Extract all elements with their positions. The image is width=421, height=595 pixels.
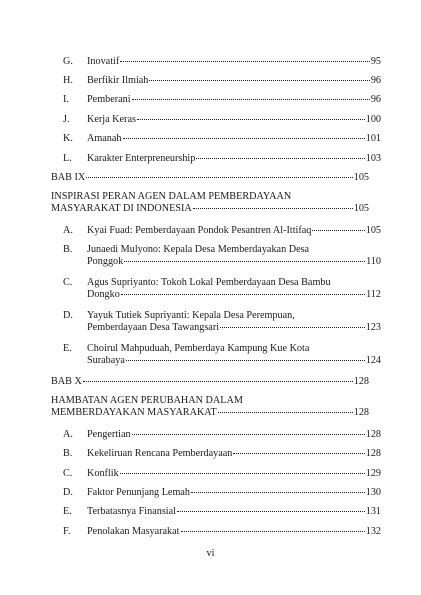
- toc-entry[interactable]: [51, 448, 381, 460]
- entry-letter: F.: [63, 526, 71, 537]
- toc-entry[interactable]: [51, 56, 381, 68]
- chapter-label: BAB IX: [51, 172, 86, 183]
- dot-leader: [124, 261, 365, 262]
- entry-title: Inovatif: [87, 56, 120, 67]
- entry-title: Konflik: [87, 468, 119, 479]
- entry-page-number: 101: [365, 133, 381, 144]
- dot-leader: [120, 473, 365, 474]
- dot-leader: [220, 327, 365, 328]
- toc-entry[interactable]: [51, 487, 381, 499]
- entry-page-number: 128: [353, 407, 369, 419]
- entry-title-line-2: Surabaya: [87, 355, 125, 367]
- dot-leader: [83, 381, 353, 382]
- toc-entry[interactable]: [51, 310, 381, 334]
- entry-page-number: 129: [365, 468, 381, 479]
- entry-letter: B.: [63, 244, 73, 255]
- toc-chapter-entry[interactable]: [51, 172, 369, 184]
- entry-letter: D.: [63, 487, 73, 498]
- entry-letter: E.: [63, 506, 72, 517]
- entry-title-line-2: Dongko: [87, 289, 120, 301]
- entry-letter: J.: [63, 114, 70, 125]
- dot-leader: [218, 412, 353, 413]
- entry-title: Faktor Penunjang Lemah: [87, 487, 190, 498]
- entry-title-line-2: Ponggok: [87, 256, 124, 268]
- toc-entry[interactable]: [51, 468, 381, 480]
- dot-leader: [149, 80, 369, 81]
- entry-title: Amanah: [87, 133, 122, 144]
- entry-title-line-1: Yayuk Tutiek Supriyanti: Kepala Desa Perempuan,: [87, 310, 295, 321]
- entry-title: Terbatasnya Finansial: [87, 506, 176, 517]
- dot-leader: [193, 208, 353, 209]
- toc-entry[interactable]: [51, 94, 381, 106]
- entry-letter: E.: [63, 343, 72, 354]
- toc-entry[interactable]: [51, 75, 381, 87]
- dot-leader: [132, 434, 365, 435]
- entry-page-number: 105: [353, 172, 369, 183]
- dot-leader: [312, 230, 364, 231]
- toc-entry[interactable]: [51, 133, 381, 145]
- entry-letter: C.: [63, 277, 73, 288]
- dot-leader: [233, 453, 364, 454]
- toc-entry[interactable]: [51, 343, 381, 367]
- entry-page-number: 128: [365, 429, 381, 440]
- entry-page-number: 100: [365, 114, 381, 125]
- entry-page-number: 130: [365, 487, 381, 498]
- entry-page-number: 128: [365, 448, 381, 459]
- entry-page-number: 95: [370, 56, 381, 67]
- toc-chapter-title-entry[interactable]: [51, 191, 369, 215]
- entry-page-number: 123: [365, 322, 381, 334]
- entry-page-number: 132: [365, 526, 381, 537]
- entry-letter: D.: [63, 310, 73, 321]
- entry-letter: I.: [63, 94, 69, 105]
- toc-chapter-title-entry[interactable]: [51, 395, 369, 419]
- dot-leader: [132, 99, 370, 100]
- entry-title: Kerja Keras: [87, 114, 136, 125]
- entry-page-number: 112: [366, 289, 381, 301]
- entry-title: Pemberani: [87, 94, 131, 105]
- chapter-title-line-1: HAMBATAN AGEN PERUBAHAN DALAM: [51, 395, 243, 406]
- dot-leader: [181, 531, 365, 532]
- chapter-label: BAB X: [51, 376, 82, 387]
- toc-entry[interactable]: [51, 114, 381, 126]
- dot-leader: [196, 158, 364, 159]
- toc-entry[interactable]: [51, 506, 381, 518]
- entry-page-number: 131: [365, 506, 381, 517]
- entry-letter: B.: [63, 448, 73, 459]
- entry-page-number: 124: [365, 355, 381, 367]
- dot-leader: [121, 294, 365, 295]
- entry-title: Penolakan Masyarakat: [87, 526, 180, 537]
- chapter-title-line-2: MASYARAKAT DI INDONESIA: [51, 203, 192, 215]
- dot-leader: [123, 138, 365, 139]
- toc-entry[interactable]: [51, 153, 381, 165]
- entry-title: Karakter Enterpreneurship: [87, 153, 196, 164]
- toc-entry[interactable]: [51, 429, 381, 441]
- entry-page-number: 105: [353, 203, 369, 215]
- entry-letter: G.: [63, 56, 73, 67]
- toc-entry[interactable]: [51, 225, 381, 237]
- entry-letter: C.: [63, 468, 73, 479]
- entry-title-line-1: Choirul Mahpuduah, Pemberdaya Kampung Kue Kota: [87, 343, 310, 354]
- toc-entry[interactable]: [51, 277, 381, 301]
- entry-page-number: 110: [366, 256, 381, 268]
- entry-letter: K.: [63, 133, 73, 144]
- entry-title: Kekeliruan Rencana Pemberdayaan: [87, 448, 233, 459]
- dot-leader: [86, 177, 352, 178]
- dot-leader: [120, 61, 370, 62]
- entry-page-number: 128: [353, 376, 369, 387]
- entry-title: Kyai Fuad: Pemberdayaan Pondok Pesantren Al-Ittifaq: [87, 225, 312, 236]
- toc-entry[interactable]: [51, 526, 381, 538]
- entry-letter: L.: [63, 153, 72, 164]
- dot-leader: [177, 511, 365, 512]
- page-number-footer: vi: [206, 548, 215, 559]
- chapter-title-line-2: MEMBERDAYAKAN MASYARAKAT: [51, 407, 217, 419]
- entry-page-number: 96: [370, 75, 381, 86]
- dot-leader: [126, 360, 365, 361]
- dot-leader: [191, 492, 365, 493]
- entry-letter: A.: [63, 429, 73, 440]
- entry-letter: A.: [63, 225, 73, 236]
- entry-title-line-1: Junaedi Mulyono: Kepala Desa Memberdayakan Desa: [87, 244, 310, 255]
- toc-chapter-entry[interactable]: [51, 376, 369, 388]
- entry-page-number: 96: [370, 94, 381, 105]
- dot-leader: [137, 119, 365, 120]
- entry-title: Pengertian: [87, 429, 131, 440]
- entry-title: Berfikir Ilmiah: [87, 75, 149, 86]
- entry-letter: H.: [63, 75, 73, 86]
- entry-title-line-2: Pemberdayaan Desa Tawangsari: [87, 322, 220, 334]
- entry-title-line-1: Agus Supriyanto: Tokoh Lokal Pemberdayaan Desa Bambu: [87, 277, 331, 288]
- entry-page-number: 105: [365, 225, 381, 236]
- chapter-title-line-1: INSPIRASI PERAN AGEN DALAM PEMBERDAYAAN: [51, 191, 292, 202]
- entry-page-number: 103: [365, 153, 381, 164]
- toc-entry[interactable]: [51, 244, 381, 268]
